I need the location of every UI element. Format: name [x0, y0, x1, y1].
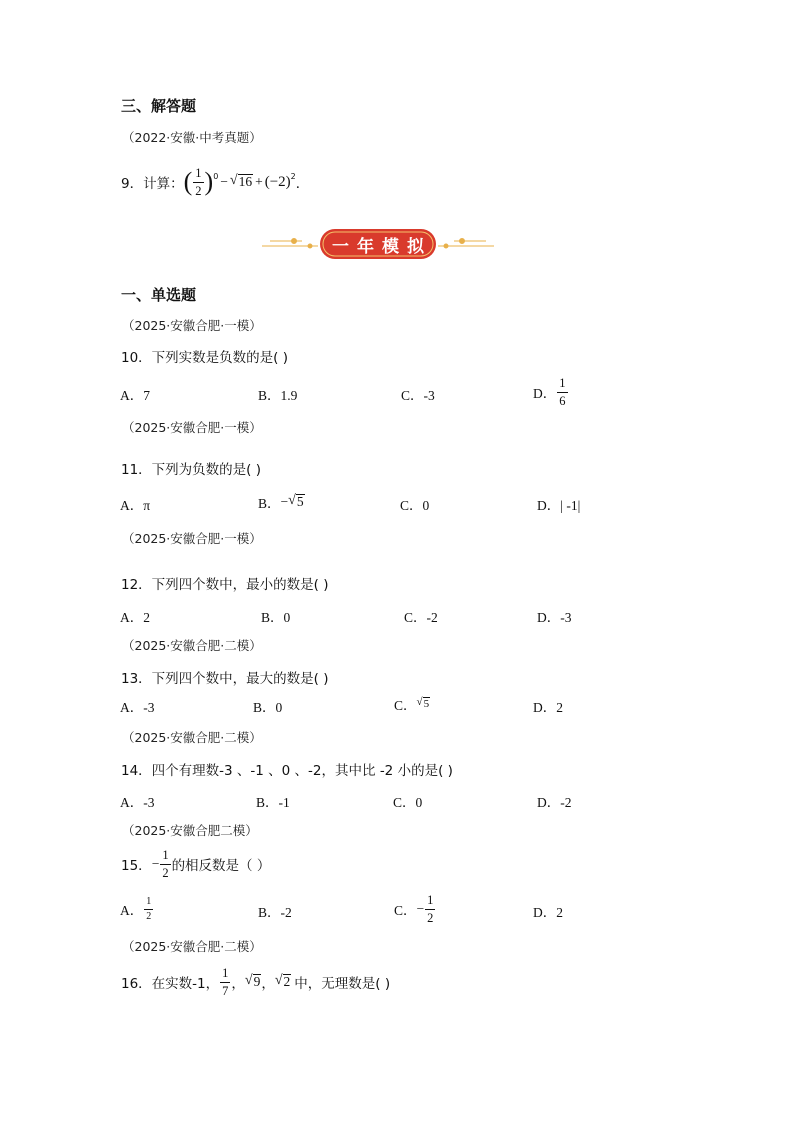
- fraction-numerator: 1: [425, 894, 435, 910]
- question-9-prefix: 9．计算：: [121, 176, 184, 192]
- fraction-denominator: 2: [427, 910, 434, 925]
- separator: ，: [261, 976, 275, 992]
- sqrt-radicand: 5: [296, 494, 304, 510]
- option-c: C．0: [400, 498, 430, 513]
- banner-char: 年: [357, 236, 374, 257]
- negative-two: (−2): [264, 173, 291, 190]
- fraction-numerator: 1: [557, 377, 567, 393]
- question-source: （2025·安徽合肥二模）: [122, 823, 258, 838]
- section-banner: [258, 226, 498, 262]
- section-heading-answer: 三、解答题: [121, 97, 197, 115]
- question-stem: 14．四个有理数-3 、-1 、0 、-2，其中比 -2 小的是( ): [121, 763, 453, 779]
- section-heading-single-choice: 一、单选题: [121, 286, 197, 304]
- question-9: [121, 164, 309, 200]
- question-stem: 11．下列为负数的是( ): [121, 462, 262, 478]
- sqrt-expression: [417, 697, 431, 710]
- option-d: D．-3: [537, 610, 572, 625]
- radical-icon: √: [229, 173, 238, 189]
- plus-sign: +: [255, 174, 263, 189]
- question-number: 15．: [121, 858, 152, 874]
- fraction: [220, 967, 230, 997]
- radical-icon: √: [274, 973, 283, 989]
- question-source: （2025·安徽合肥·二模）: [122, 939, 262, 954]
- question-stem-suffix: 中，无理数是( ): [294, 976, 391, 992]
- fraction-denominator: 6: [559, 393, 566, 408]
- question-source: （2022·安徽·中考真题）: [122, 130, 262, 145]
- question-9-end: ．: [295, 176, 310, 192]
- banner-char: 拟: [407, 236, 424, 257]
- option-c: C．-3: [401, 388, 435, 403]
- fraction: [144, 897, 153, 922]
- fraction: [193, 167, 203, 197]
- option-label: D．: [533, 386, 557, 401]
- option-d: D．2: [533, 905, 563, 920]
- sqrt-expression: [245, 974, 261, 990]
- banner-char: 模: [382, 236, 399, 257]
- left-paren: (: [183, 167, 193, 196]
- question-source: （2025·安徽合肥·一模）: [122, 420, 262, 435]
- sqrt-expression: [230, 174, 253, 190]
- option-d: [533, 374, 569, 410]
- option-c: C．-2: [404, 610, 438, 625]
- fraction: [160, 849, 170, 879]
- minus-sign: −: [416, 901, 425, 916]
- option-d: D．| -1|: [537, 498, 581, 513]
- right-paren: ): [204, 167, 214, 196]
- option-c: C．0: [393, 795, 423, 810]
- option-a: A．2: [120, 610, 150, 625]
- exponent-zero: 0: [213, 171, 219, 181]
- fraction-numerator: 1: [220, 967, 230, 983]
- question-stem-prefix: 16．在实数-1，: [121, 976, 220, 992]
- fraction: [557, 377, 567, 407]
- question-source: （2025·安徽合肥·一模）: [122, 531, 262, 546]
- question-stem: 13．下列四个数中，最大的数是( ): [121, 671, 329, 687]
- option-a: A．7: [120, 388, 150, 403]
- radical-icon: √: [416, 696, 423, 709]
- question-source: （2025·安徽合肥·二模）: [122, 730, 262, 745]
- option-b: B．-2: [258, 905, 292, 920]
- fraction-denominator: 2: [146, 910, 152, 922]
- question-stem: 12．下列四个数中，最小的数是( ): [121, 577, 329, 593]
- fraction-denominator: 7: [222, 983, 229, 998]
- sqrt-radicand: 5: [423, 698, 430, 711]
- exponent-two: 2: [290, 171, 296, 181]
- question-source: （2025·安徽合肥·一模）: [122, 318, 262, 333]
- option-d: D．-2: [537, 795, 572, 810]
- minus-sign: −: [280, 494, 289, 509]
- option-a: A．-3: [120, 700, 155, 715]
- radical-icon: √: [288, 493, 296, 509]
- fraction-numerator: 1: [144, 897, 153, 910]
- fraction-denominator: 2: [195, 183, 202, 198]
- option-b: B．-1: [256, 795, 290, 810]
- option-b: B．0: [261, 610, 291, 625]
- separator: ，: [231, 976, 245, 992]
- fraction: [425, 894, 435, 924]
- option-c: [394, 694, 430, 714]
- banner-title: [328, 230, 428, 258]
- question-source: （2025·安徽合肥·二模）: [122, 638, 262, 653]
- question-stem: 10．下列实数是负数的是( ): [121, 350, 289, 366]
- option-d: D．2: [533, 700, 563, 715]
- option-c: [394, 891, 436, 927]
- question-stem-suffix: 的相反数是（ ）: [171, 858, 271, 874]
- option-label: C．: [394, 698, 417, 713]
- radical-icon: √: [244, 973, 253, 989]
- question-stem: [121, 964, 390, 1000]
- option-label: A．: [120, 903, 144, 918]
- option-a: A．-3: [120, 795, 155, 810]
- option-a: [120, 896, 154, 922]
- minus-sign: −: [151, 856, 160, 871]
- option-b: B．0: [253, 700, 283, 715]
- sqrt-radicand: 16: [238, 174, 253, 190]
- option-b: [258, 492, 305, 512]
- fraction-numerator: 1: [193, 167, 203, 183]
- fraction-numerator: 1: [160, 849, 170, 865]
- question-stem: [121, 846, 270, 882]
- option-b: B．1.9: [258, 388, 298, 403]
- sqrt-radicand: 9: [253, 974, 261, 990]
- option-a: A．π: [120, 498, 151, 513]
- fraction-denominator: 2: [162, 865, 169, 880]
- sqrt-expression: [288, 494, 304, 510]
- option-label: C．: [394, 903, 417, 918]
- sqrt-expression: [275, 974, 291, 990]
- banner-char: 一: [332, 236, 349, 257]
- minus-sign: −: [220, 174, 228, 189]
- option-label: B．: [258, 496, 281, 511]
- sqrt-radicand: 2: [283, 974, 291, 990]
